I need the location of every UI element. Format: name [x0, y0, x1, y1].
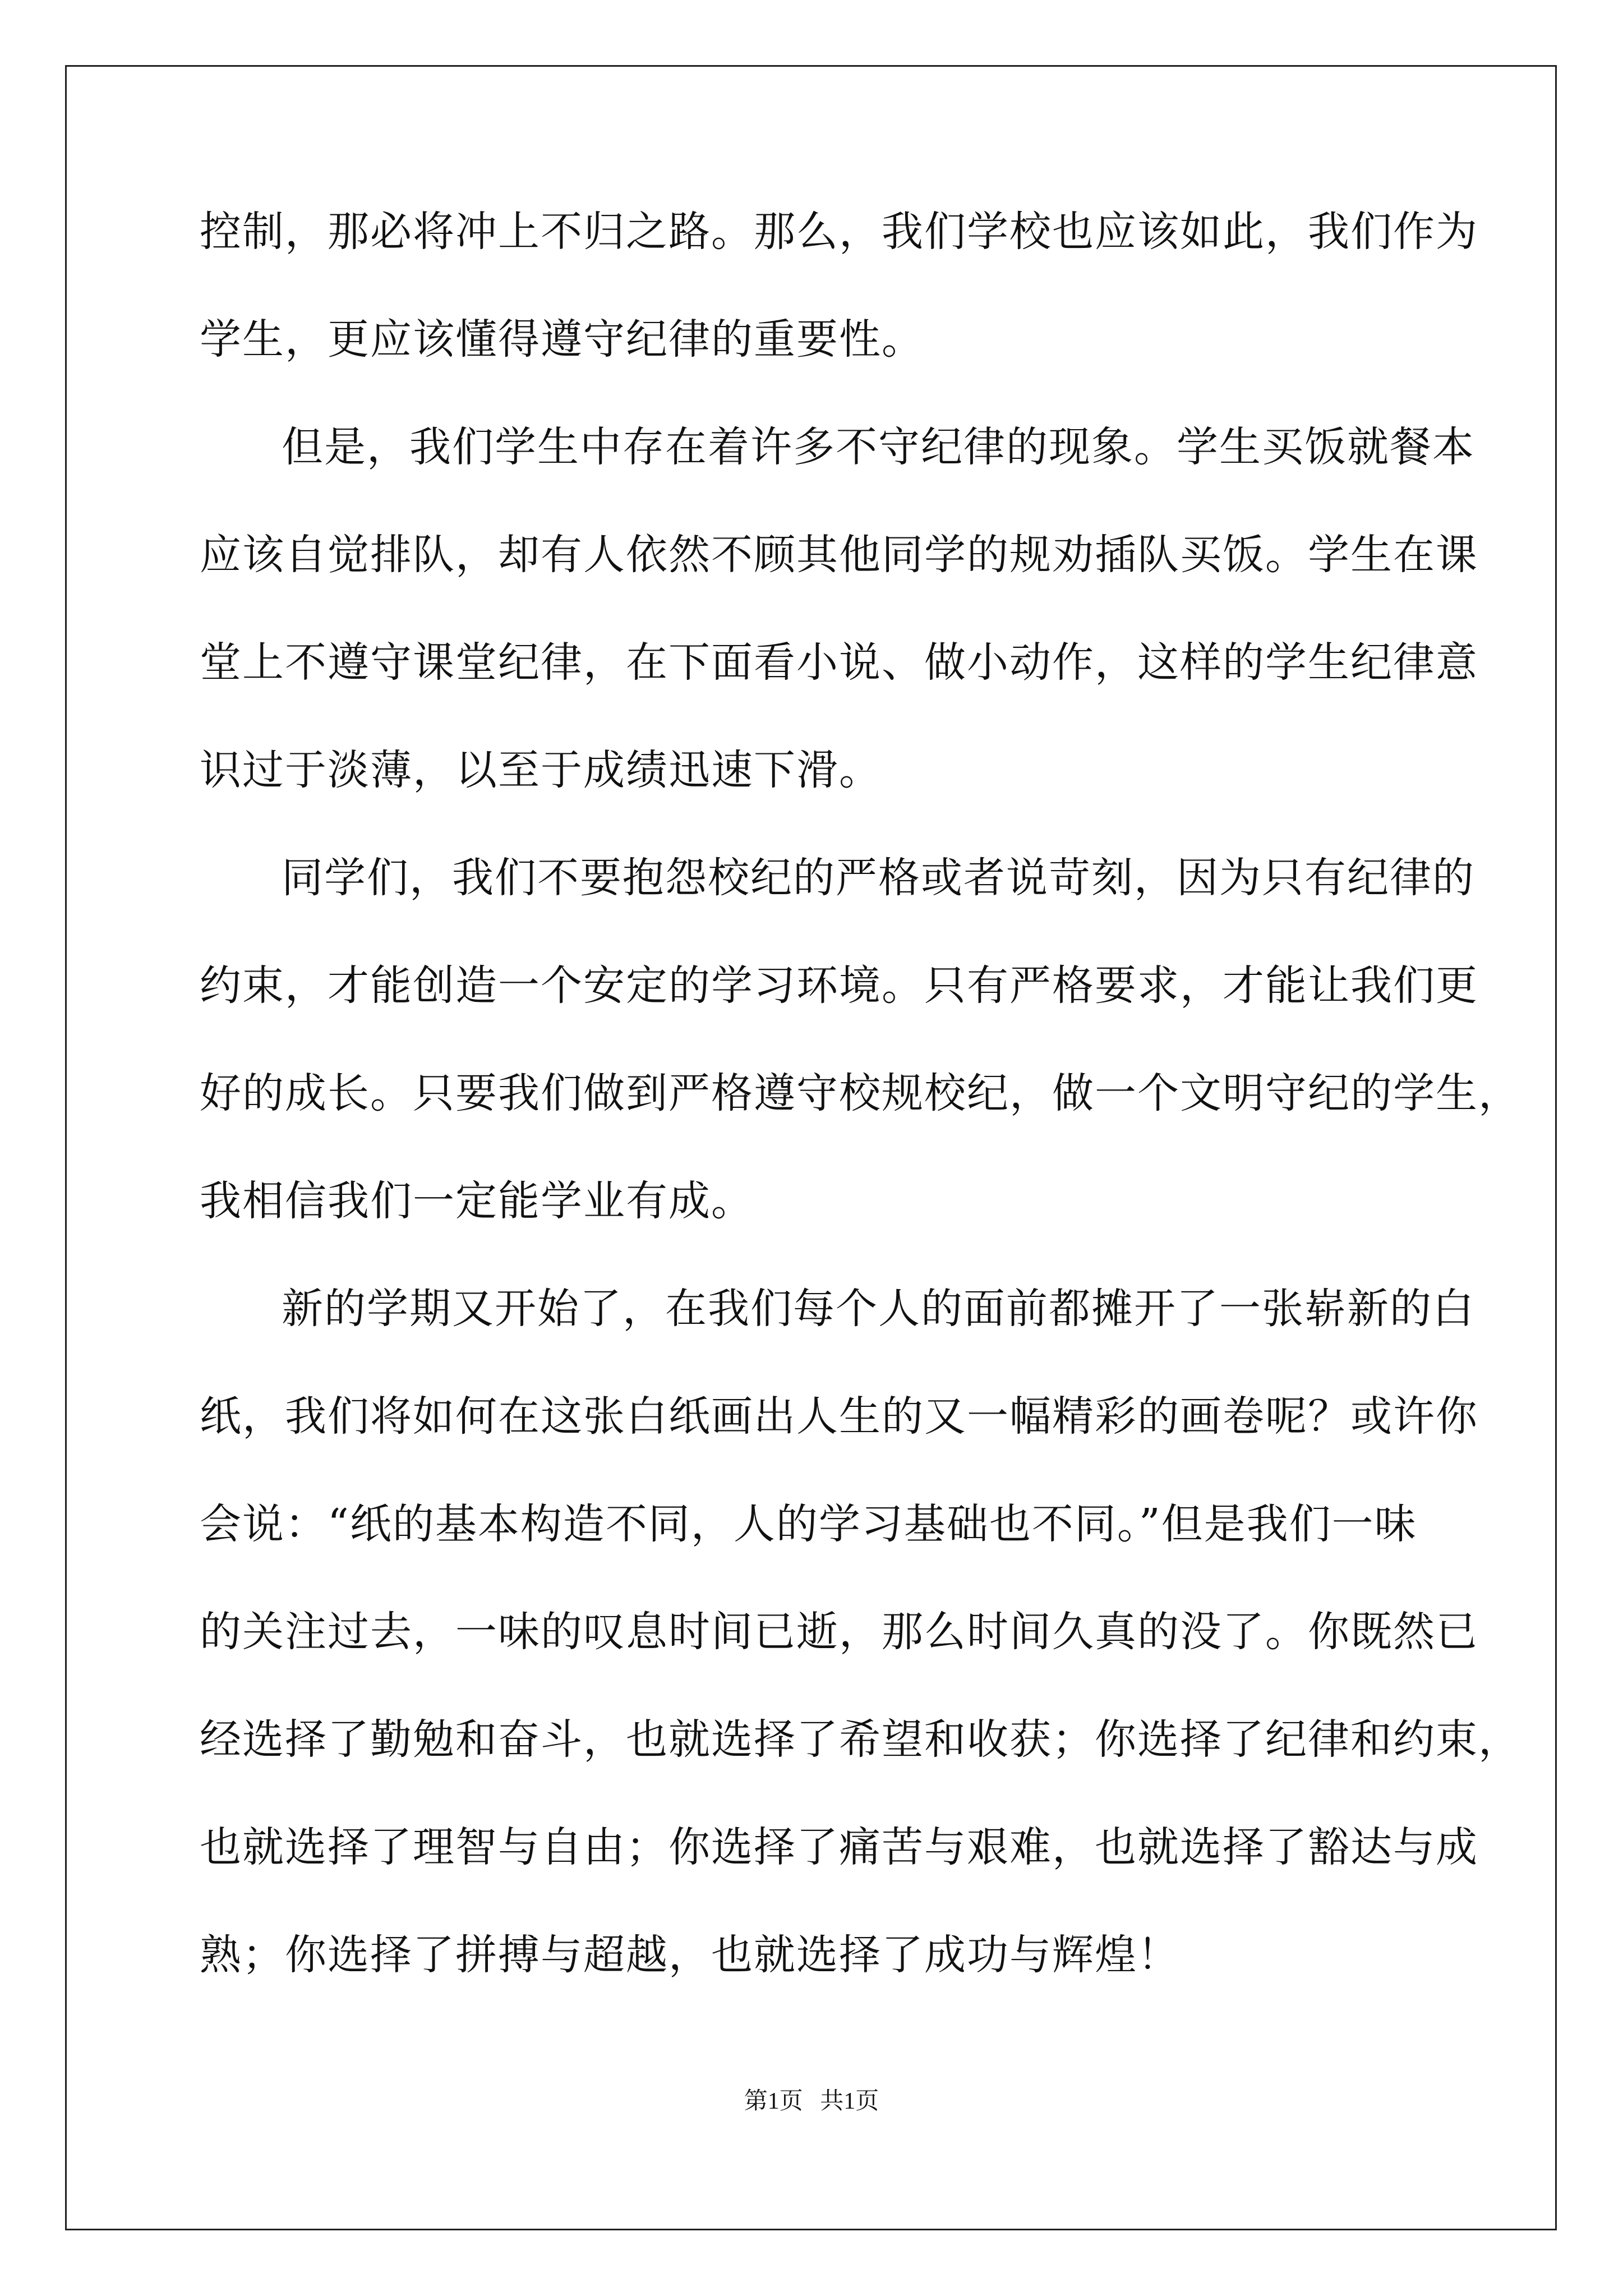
paragraph-1-line-1: 控制，那必将冲上不归之路。那么，我们学校也应该如此，我们作为 [200, 208, 1478, 256]
paragraph-3-line-4: 我相信我们一定能学业有成。 [200, 1177, 754, 1225]
page-border [65, 65, 1557, 2230]
paragraph-4-line-5: 经选择了勤勉和奋斗，也就选择了希望和收获；你选择了纪律和约束， [200, 1715, 1521, 1764]
paragraph-3-line-2: 约束，才能创造一个安定的学习环境。只有严格要求，才能让我们更 [200, 961, 1478, 1010]
paragraph-1-line-2: 学生，更应该懂得遵守纪律的重要性。 [200, 315, 924, 364]
paragraph-3-line-3: 好的成长。只要我们做到严格遵守校规校纪，做一个文明守纪的学生， [200, 1069, 1521, 1117]
paragraph-2-line-3: 堂上不遵守课堂纪律，在下面看小说、做小动作，这样的学生纪律意 [200, 638, 1478, 687]
paragraph-2-line-1: 但是，我们学生中存在着许多不守纪律的现象。学生买饭就餐本 [282, 423, 1475, 471]
page-number: 第1页 [744, 2088, 803, 2114]
paragraph-4-line-2: 纸，我们将如何在这张白纸画出人生的又一幅精彩的画卷呢？或许你 [200, 1392, 1478, 1441]
paragraph-4-line-7: 熟；你选择了拼搏与超越，也就选择了成功与辉煌！ [200, 1931, 1180, 1979]
paragraph-4-line-6: 也就选择了理智与自由；你选择了痛苦与艰难，也就选择了豁达与成 [200, 1823, 1478, 1871]
paragraph-2-line-2: 应该自觉排队，却有人依然不顾其他同学的规劝插队买饭。学生在课 [200, 531, 1478, 579]
paragraph-4-line-3: 会说：“纸的基本构造不同，人的学习基础也不同。”但是我们一味 [200, 1500, 1417, 1548]
paragraph-2-line-4: 识过于淡薄，以至于成绩迅速下滑。 [200, 746, 882, 794]
page-total: 共1页 [820, 2088, 879, 2114]
paragraph-4-line-1: 新的学期又开始了，在我们每个人的面前都摊开了一张崭新的白 [282, 1285, 1475, 1333]
paragraph-4-line-4: 的关注过去，一味的叹息时间已逝，那么时间久真的没了。你既然已 [200, 1608, 1478, 1656]
page-footer [0, 2086, 1623, 2117]
paragraph-3-line-1: 同学们，我们不要抱怨校纪的严格或者说苛刻，因为只有纪律的 [282, 854, 1475, 902]
